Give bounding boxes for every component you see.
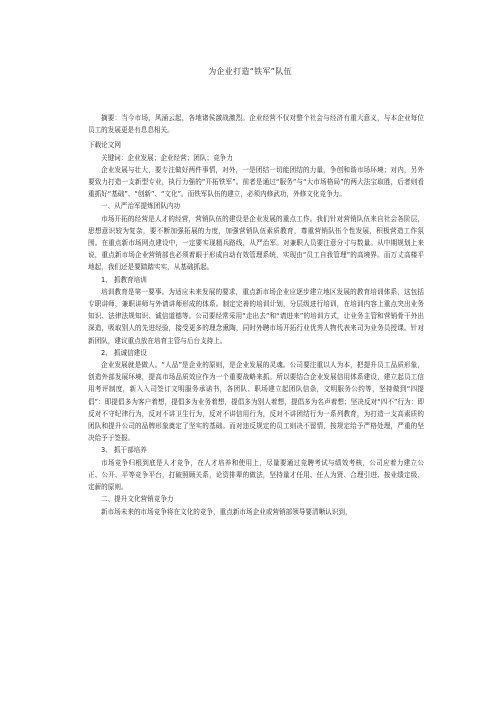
subsection-heading: 2、 抓诚信建设 <box>101 348 147 357</box>
download-link[interactable]: 下载论文网 <box>88 141 121 150</box>
document-body <box>88 112 424 518</box>
body-paragraph: 企业发展与壮大，要专注做好两件事情，对外，一是团结一切能团结的力量，争创和谐市场环境；对内，另外要致力打造一支新型专业，执行力强的“开拓铁军”。前者是通过“服务”与“大市场格局”的两大法宝取胜，后者则看重抓好“基础”、“创新”、“文化”。而铁军队伍的建立，必须内修武功，外修文化竞争力。 <box>88 165 424 199</box>
body-paragraph: 市场竞争归根到底是人才竞争，在人才培养和使用上，尽量要通过竞聘考试与绩效考核，公司应着力建立公正、公开、平等竞争平台，打破照顾关系，论资排辈的做法，坚持量才任用、任人为贤、合理引进、按业绩定级、定薪的原则。 <box>88 458 424 492</box>
keywords: 关键词：企业发展；企业经营；团队；竞争力 <box>101 153 233 162</box>
body-paragraph: 培训教育是第一要事。为适应未来发展的要求，重点新市场企业应逐步建立地区发展的教育培训体系，这包括专职讲师，兼职讲师与外请讲师形成的体系。制定完善的培训计划，分层级进行培训，在培训内容上重点突出业务知识、法律法规知识、诚信道德等。公司要经常采用“走出去”和“请进来”的培训方式，让业务主管和营销骨干外出深造，吸取别人的先进经验，接受更多的理念熏陶，同时外聘市场开拓行业优秀人物代表来司为业务员授课。针对新团队，建议重点放在培育主管与后台支持上。 <box>88 287 424 345</box>
subsection-heading: 3、 抓干部培养 <box>101 446 147 455</box>
body-paragraph: 新市场未来的市场竞争将在文化的竞争，重点新市场企业或营销部领导要清晰认识到， <box>101 507 352 516</box>
section-heading: 一、从严治军提炼团队内功 <box>101 202 181 211</box>
subsection-heading: 1、 抓教育培训 <box>101 275 147 284</box>
document-title: 为企业打造“铁军”队伍 <box>208 67 292 76</box>
body-paragraph: 企业发展就是做人。“人品”是企业的原则，是企业发展的灵魂。公司要注重以人为本，把提升员工品质形象，创造外部发展环境，提高市场品质效应作为一个重要战略来抓。所以要结合企业发展信用体系建设，建立起员工信用考评制度，新入入司签订文明服务承诺书，各团队、职场建立起团队信条，文明服务公约等，坚持做到“四提倡”：即提倡多为客户着想，提倡多为业务着想，提倡多为别人着想，提倡多为名声着想；坚决反对“四不”行为：即反对不守纪律行为，反对不讲卫生行为，反对不讲信用行为，反对不讲团结行为一系列教育，为打造一支高素质的团队和提升公司的品牌形象奠定了坚实的基础。而对违反规定的员工则决不留情，按规定给予严格处理，严重的坚决给予于签报。 <box>88 361 424 443</box>
body-paragraph: 市场开拓的经营是人才的经营，营销队伍的建设是企业发展的重点工作。我们针对营销队伍来自社会各阶层，思想意识较为复杂，要不断加强拓展的力度，加强营销队伍素质教育，尊重营销队伍个性发展，积极营造工作氛围。在重点新市场网点建设中，一定要实现精兵路线，从严治军。对兼职人员要注意分寸与数量。从中期规划上来说，重点新市场企业营销部也必须着眼于形成自动有效管理系统，实现由“员工自我管理”的高境界。而万丈高楼平地起，我们还是要踏踏实实，从基础抓起。 <box>88 214 424 272</box>
abstract: 摘要：当今市场，风涌云起，各地诸侯激战激烈。企业经营不仅对整个社会与经济有重大意义，与本企业每位员工的发展更是有息息相关。 <box>88 114 424 135</box>
section-heading: 二、提升文化营销竞争力 <box>101 495 174 504</box>
